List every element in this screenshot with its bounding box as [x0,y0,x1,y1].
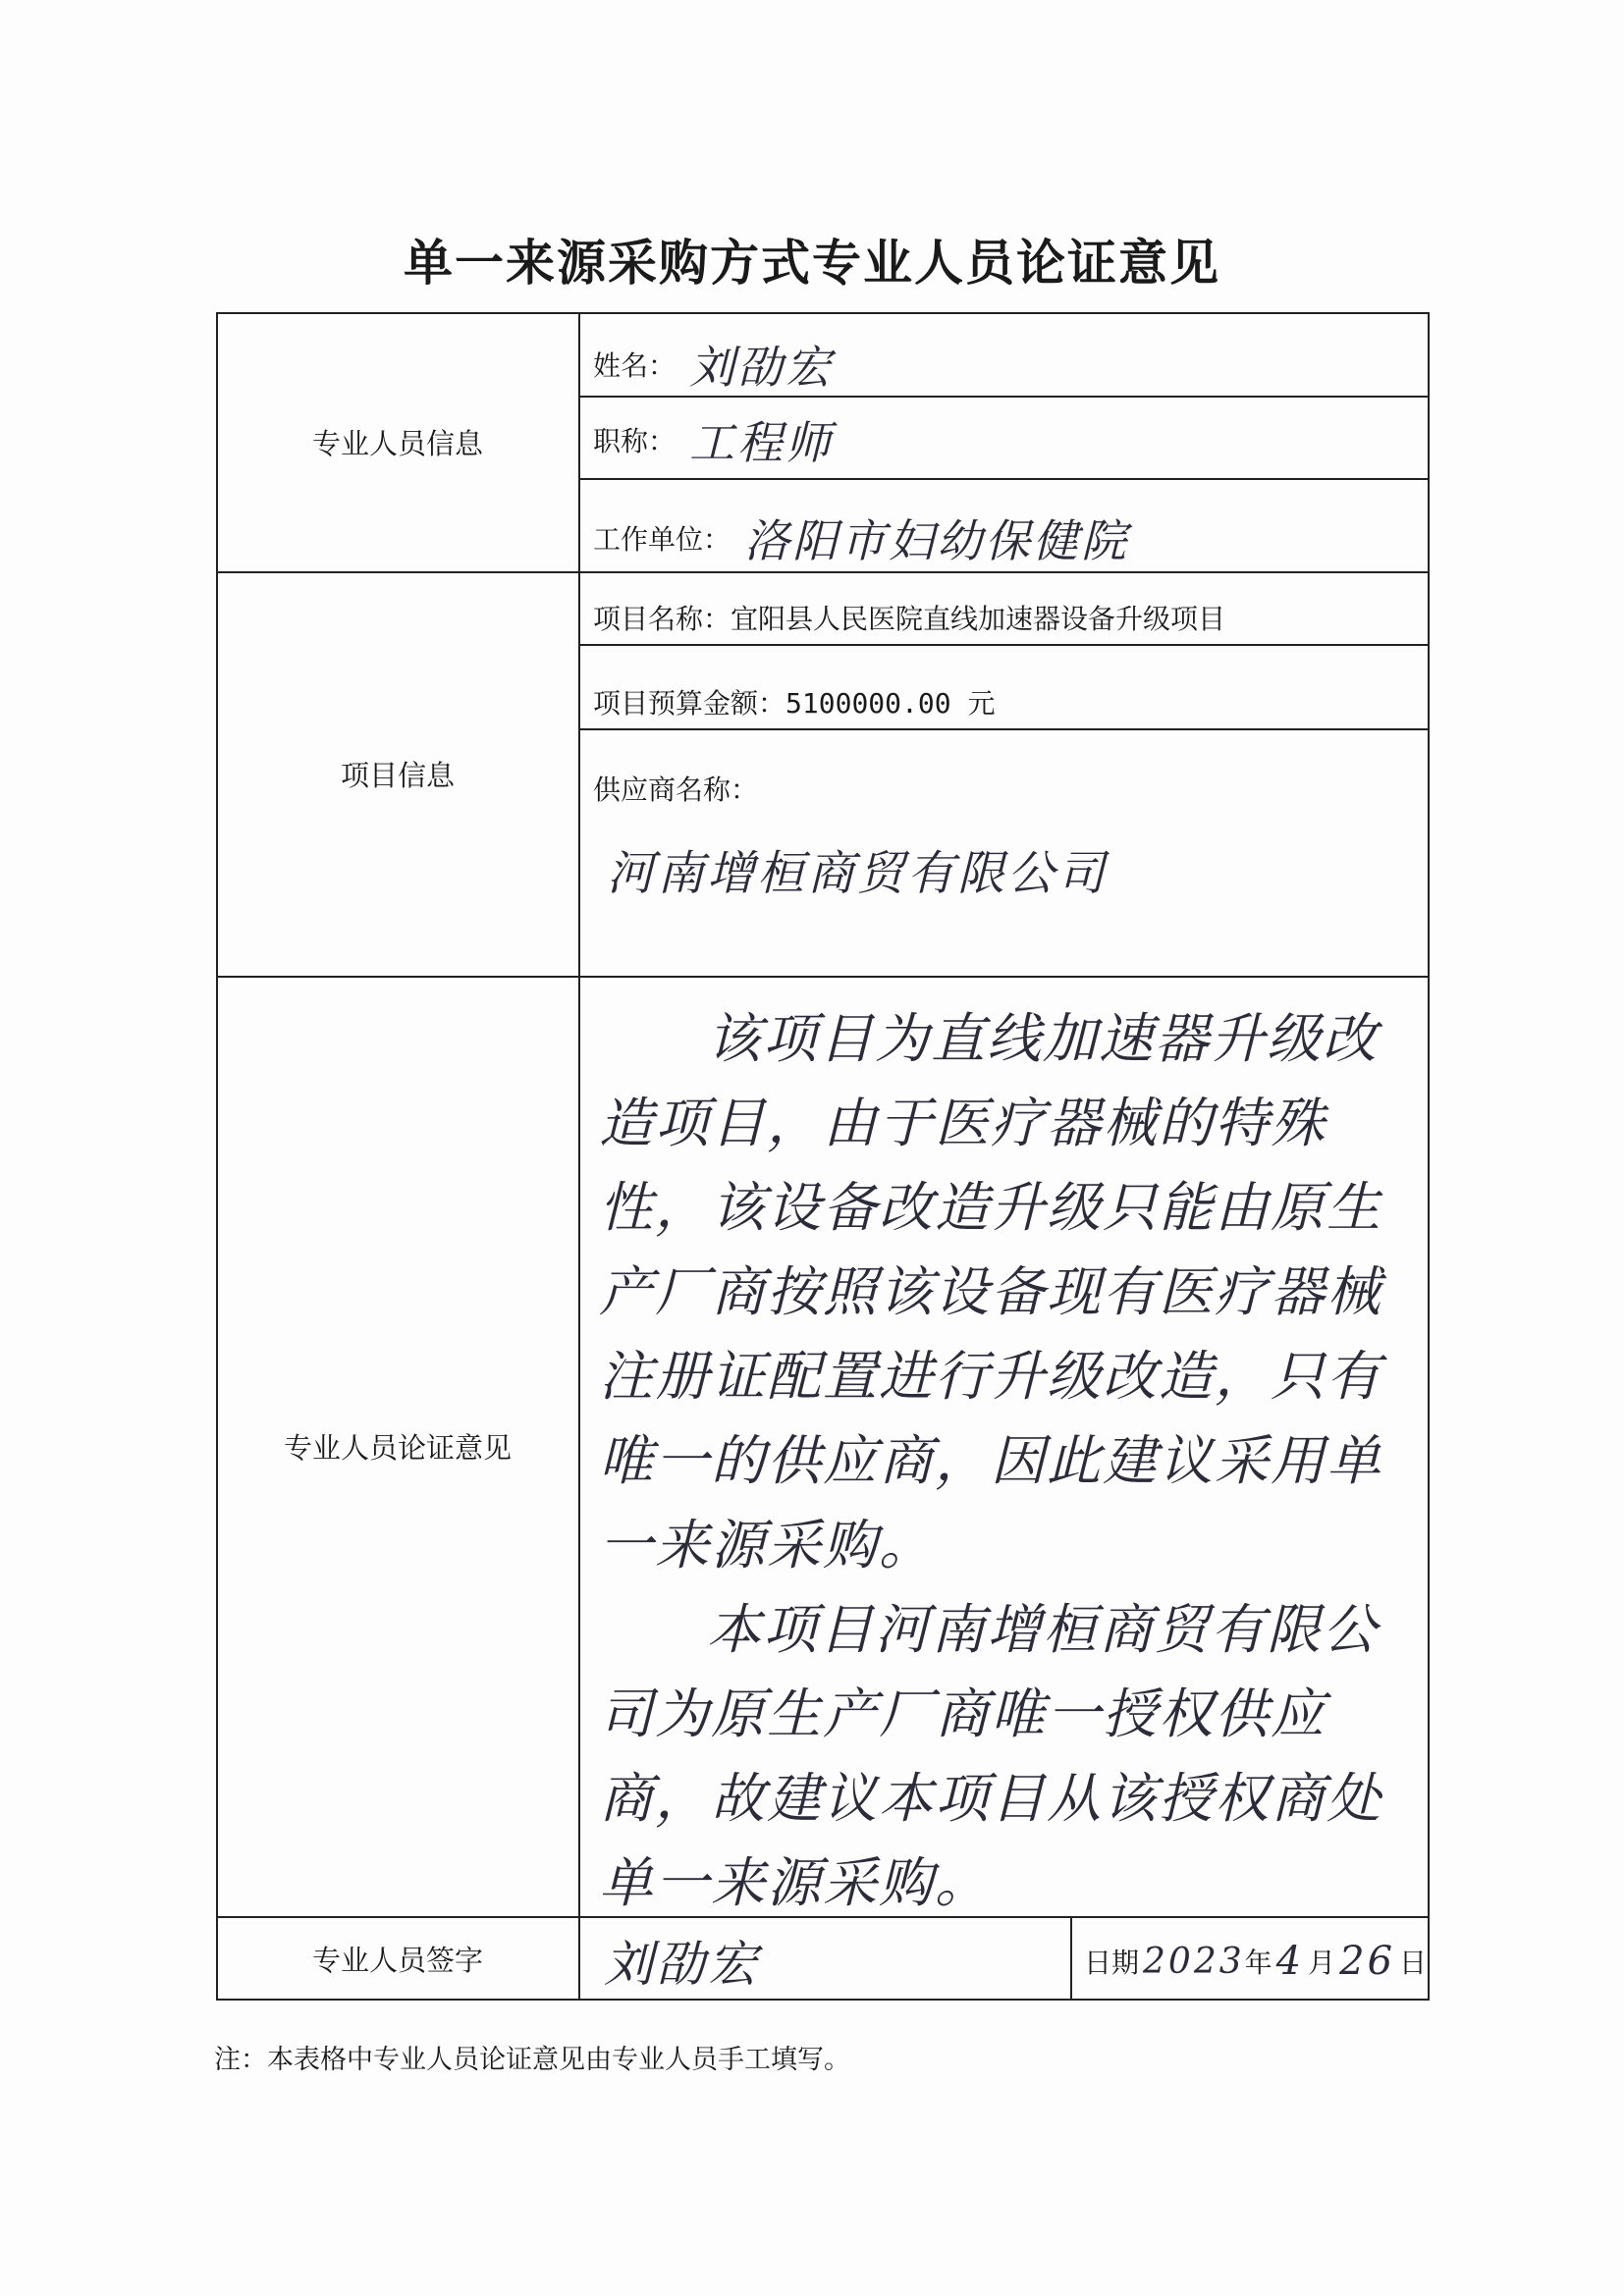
unit-field [593,508,1129,567]
unit-handwritten: 洛阳市妇幼保健院 [744,514,1130,567]
date-year-handwritten: 2023 [1143,1941,1245,1982]
signature-label: 专业人员签字 [311,1943,483,1977]
opinion-paragraph-1: 该项目为直线加速器升级改造项目，由于医疗器械的特殊性，该设备改造升级只能由原生产厂商按照该设备现有医疗器械注册证配置进行升级改造，只有唯一的供应商，因此建议采用单一来源采购。 [599,1007,1383,1576]
opinion-label: 专业人员论证意见 [283,1430,512,1465]
row-line [578,728,1430,730]
personnel-info-label: 专业人员信息 [311,426,483,460]
supplier-field [593,764,758,813]
date-label: 日期 [1084,1947,1140,1979]
date-day-suffix: 日 [1399,1947,1428,1979]
opinion-handwritten [599,996,1420,1925]
project-name-label: 项目名称： [593,603,731,635]
name-handwritten: 刘劭宏 [689,341,835,394]
date-year-suffix: 年 [1244,1947,1272,1979]
page-title: 单一来源采购方式专业人员论证意见 [404,235,1220,292]
row-line [578,644,1430,646]
supplier-label: 供应商名称： [593,774,759,806]
date-month-handwritten: 4 [1275,1939,1305,1984]
signature-handwritten: 刘劭宏 [604,1936,760,1993]
date-field [1084,1932,1427,1991]
budget-label: 项目预算金额： [593,687,786,720]
title-field [593,412,835,469]
opinion-paragraph-2: 本项目河南增桓商贸有限公司为原生产厂商唯一授权供应商，故建议本项目从该授权商处单一来源采购。 [599,1598,1383,1914]
title-handwritten: 工程师 [689,415,835,469]
title-label: 职称： [593,424,677,457]
row-line [578,478,1430,480]
supplier-handwritten: 河南增桓商贸有限公司 [607,845,1109,901]
footnote: 注：本表格中专业人员论证意见由专业人员手工填写。 [214,2045,850,2075]
budget-field [593,677,995,726]
project-name-value: 宜阳县人民医院直线加速器设备升级项目 [731,603,1226,635]
date-month-suffix: 月 [1308,1947,1336,1979]
project-info-label: 项目信息 [340,758,455,792]
project-name-field [593,593,1225,642]
signature-divider [1070,1916,1072,2001]
name-field [593,340,835,394]
unit-label: 工作单位： [593,523,731,556]
name-label: 姓名： [593,349,677,382]
date-day-handwritten: 26 [1339,1939,1396,1984]
budget-value: 5100000.00 元 [785,687,996,720]
